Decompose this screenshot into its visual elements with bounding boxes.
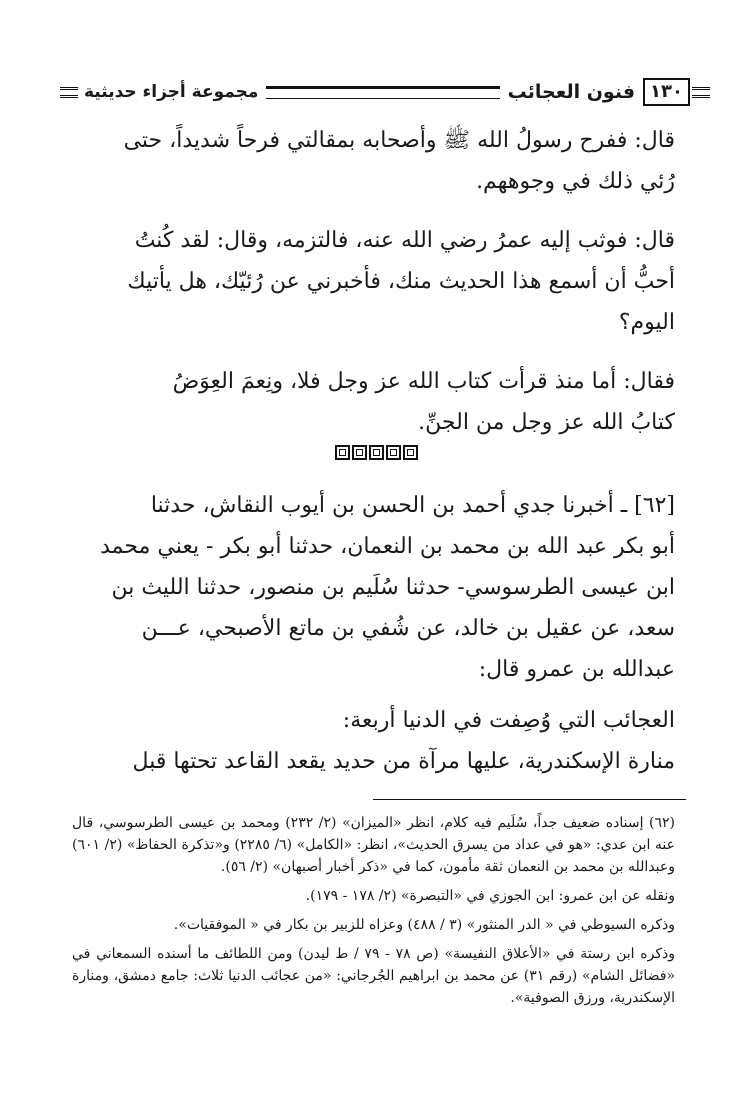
text-line: أبو بكر عبد الله بن محمد بن النعمان، حدثنا أبو بكر - يعني محمد: [100, 534, 675, 559]
paragraph-2: [70, 220, 675, 343]
footnote: وذكره السيوطي في « الدر المنثور» (٣ / ٤٨٨) وعزاه للزبير بن بكار في « الموفقيات».: [173, 917, 675, 933]
book-title: فنون العجائب: [507, 81, 636, 103]
paragraph-1: [70, 120, 675, 202]
text-line: أحبُّ أن أسمع هذا الحديث منك، فأخبرني عن رُئيّك، هل يأتيك: [127, 269, 675, 294]
text-line: رُئي ذلك في وجوههم.: [476, 169, 675, 194]
text-line: سعد، عن عقيل بن خالد، عن شُفي بن ماتع الأصبحي، عـــن: [141, 616, 675, 641]
text-line: قال: فوثب إليه عمرُ رضي الله عنه، فالتزمه، وقال: لقد كُنتُ: [134, 228, 675, 253]
text-line: العجائب التي وُصِفت في الدنيا أربعة:: [342, 708, 675, 733]
separator-box-icon: [335, 445, 350, 460]
separator-box-icon: [386, 445, 401, 460]
text-line: عبدالله بن عمرو قال:: [478, 657, 675, 682]
paragraph-3: [70, 361, 675, 443]
text-line: اليوم؟: [618, 310, 675, 335]
header-start-ornament: [60, 87, 78, 98]
page-number: ١٣٠: [643, 78, 690, 106]
text-line: فقال: أما منذ قرأت كتاب الله عز وجل فلا، ونِعمَ العِوَضُ: [172, 369, 675, 394]
header-end-ornament: [692, 87, 710, 98]
main-text: [70, 120, 675, 443]
footnote: (٦٢) إسناده ضعيف جداً، سُلَيم فيه كلام، انظر «الميزان» (٢/ ٢٣٢) ومحمد بن عيسى الطرسوسي، قال عنه ابن عدي: «هو في عداد من يسرق الحديث»، انظر: «الكامل» (٦/ ٢٢٨٥) و«تذكرة الحفاظ» (٢/ ٦٠١) وعبدالله بن محمد بن النعمان ثقة مأمون، كما في «ذكر أخبار أصبهان» (٢/ ٥٦).: [72, 815, 676, 875]
separator-box-icon: [352, 445, 367, 460]
footnote-divider: [373, 799, 686, 800]
page-header: [60, 74, 710, 110]
text-line: ابن عيسى الطرسوسي- حدثنا سُلَيم بن منصور، حدثنا الليث بن: [111, 575, 675, 600]
text-line: قال: ففرح رسولُ الله ﷺ وأصحابه بمقالتي فرحاً شديداً، حتى: [123, 128, 675, 153]
closing-text: [72, 700, 675, 782]
separator-box-icon: [403, 445, 418, 460]
footnotes: [72, 812, 675, 1009]
separator-box-icon: [369, 445, 384, 460]
text-line: كتابُ الله عز وجل من الجنِّ.: [418, 410, 675, 435]
footnote: وذكره ابن رستة في «الأعلاق النفيسة» (ص ٧٨ - ٧٩ / ط ليدن) ومن اللطائف ما أسنده السمعاني في «فضائل الشام» (رقم ٣١) عن محمد بن ابراهيم الجُرجاني: «من عجائب الدنيا ثلاث: جامع دمشق، ومنارة الإسكندرية، ورزق الصوفية».: [72, 946, 676, 1006]
footnote: ونقله عن ابن عمرو: ابن الجوزي في «التبصرة» (٢/ ١٧٨ - ١٧٩).: [305, 888, 675, 904]
header-rule: [266, 86, 499, 99]
series-title: مجموعة أجزاء حديثية: [84, 82, 259, 102]
hadith-62: [72, 485, 675, 690]
section-separator: [0, 444, 753, 465]
text-line: منارة الإسكندرية، عليها مرآة من حديد يقعد القاعد تحتها قبل: [132, 749, 675, 774]
text-line: [٦٢] ـ أخبرنا جدي أحمد بن الحسن بن أيوب النقاش، حدثنا: [150, 493, 675, 518]
